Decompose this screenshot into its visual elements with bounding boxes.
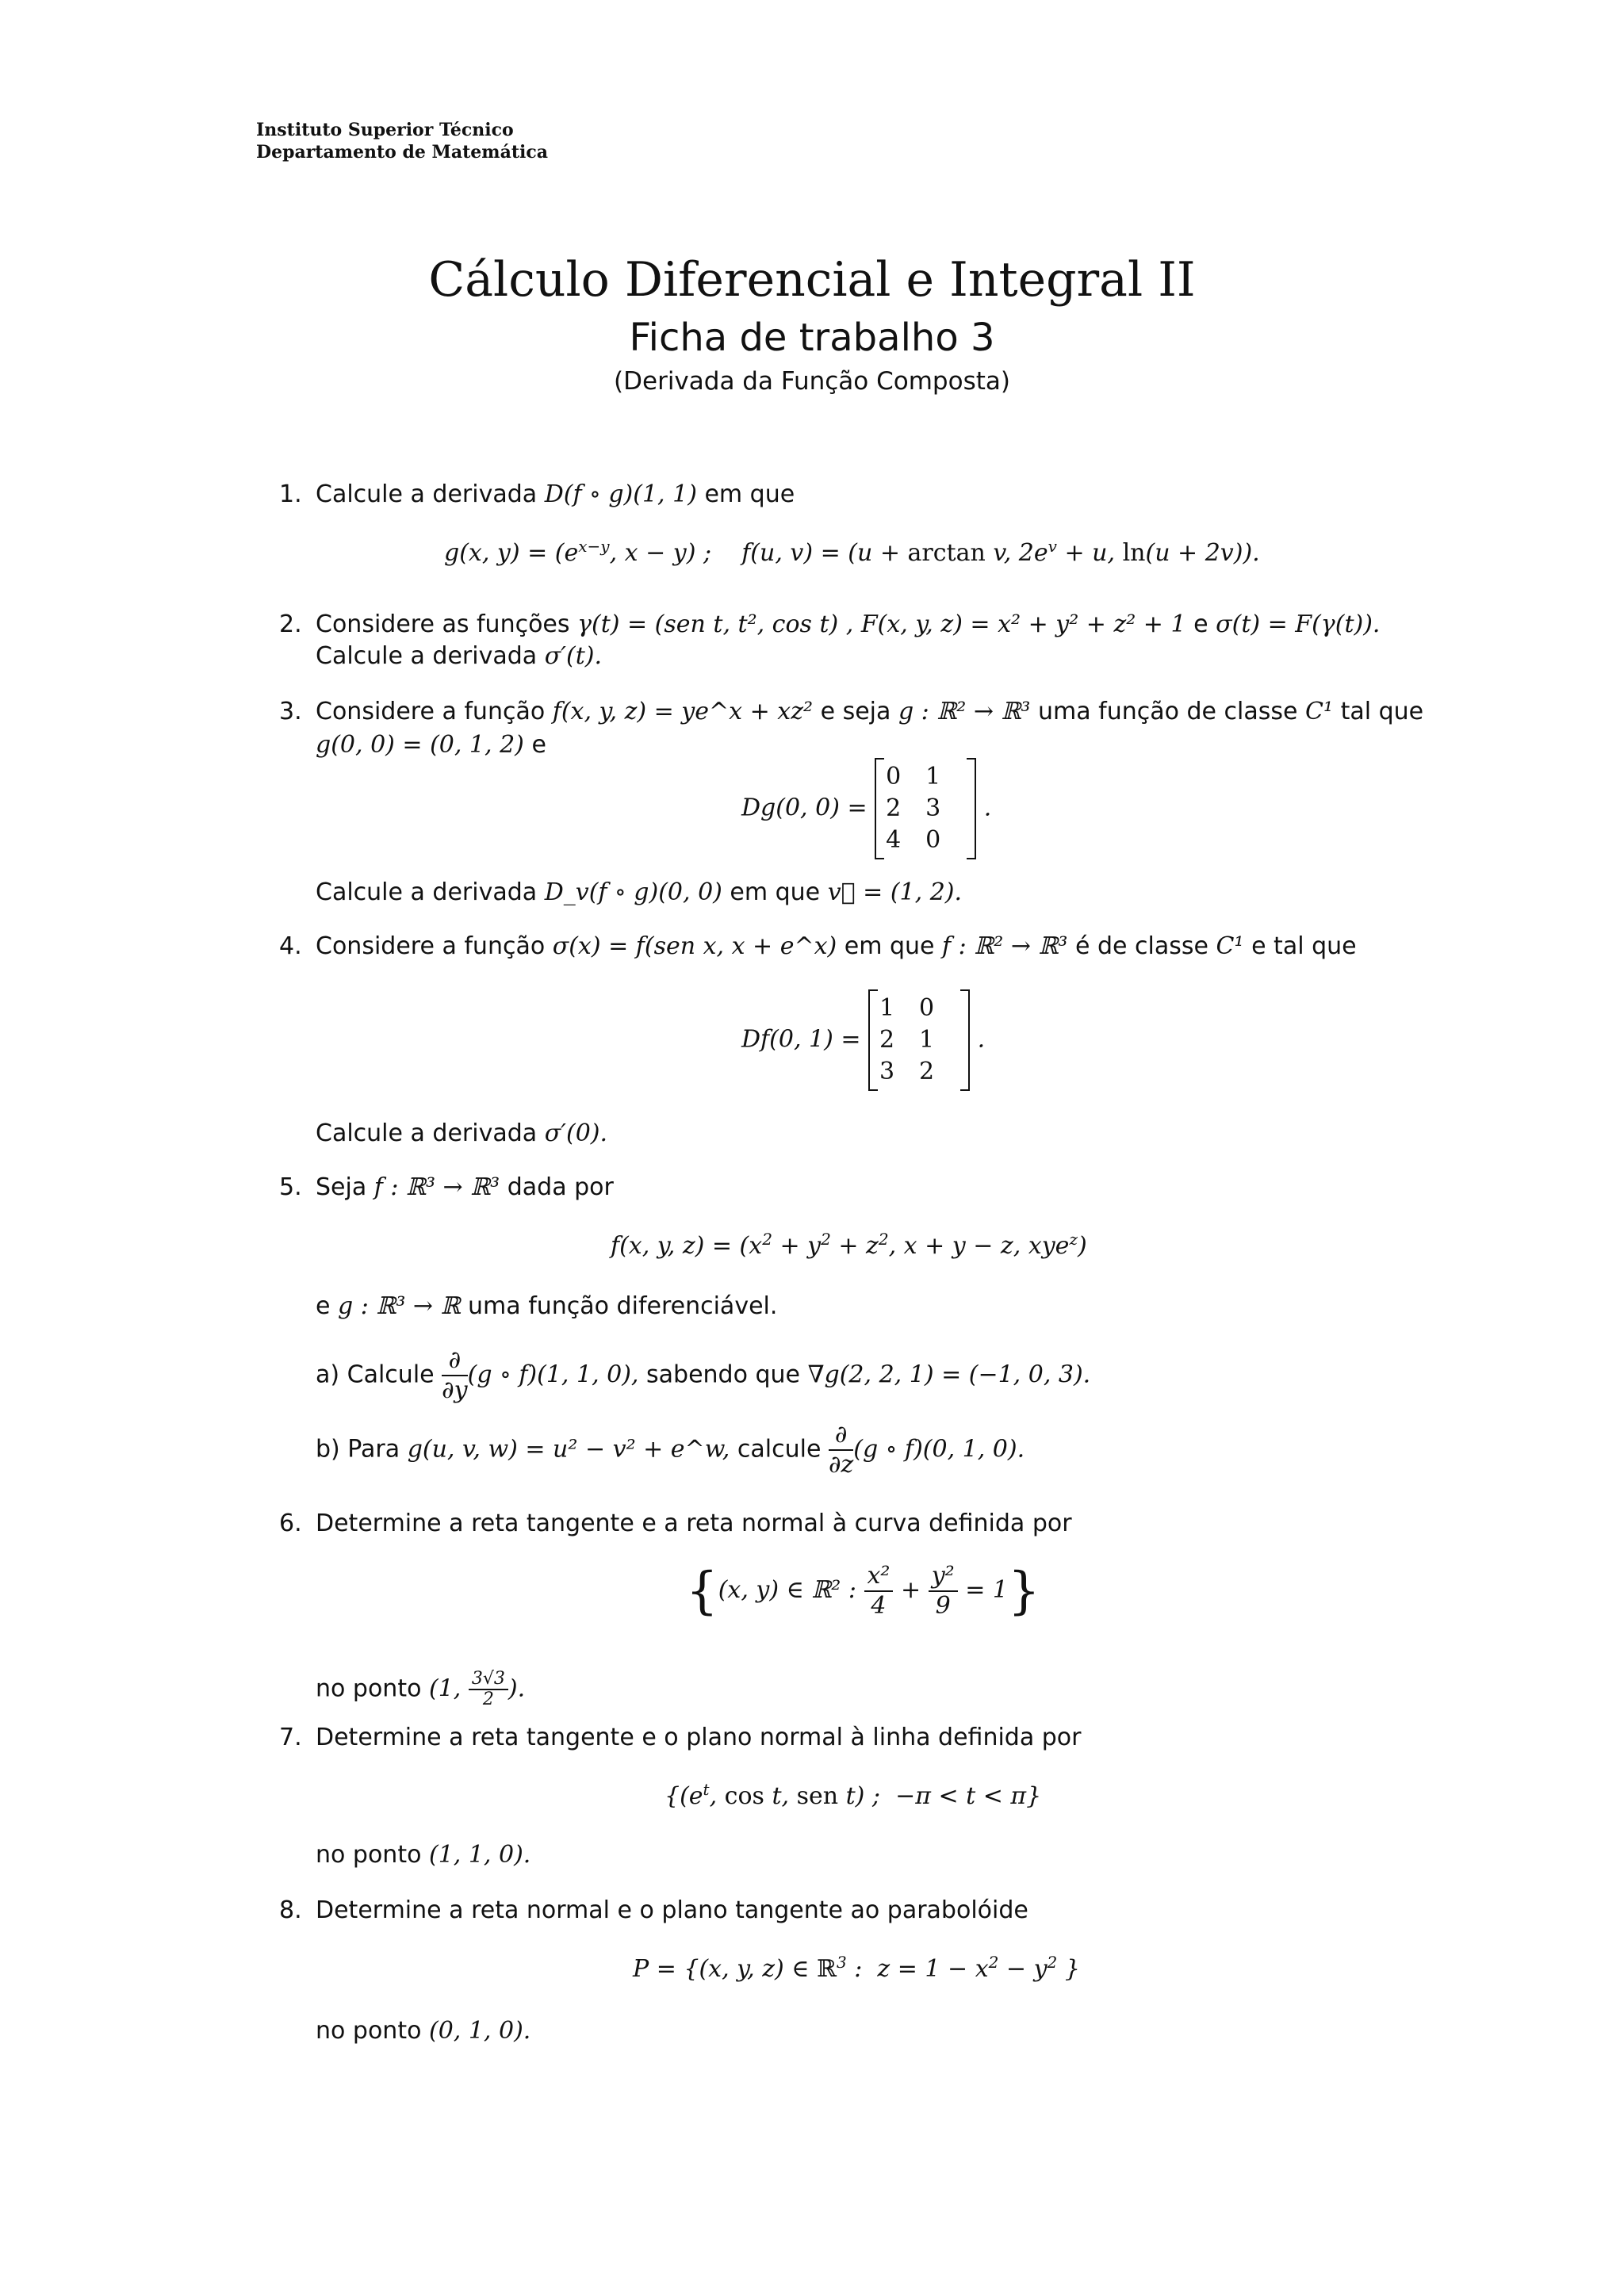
matrix-entry: 0 [886, 763, 902, 790]
matrix-entry: 2 [879, 1026, 895, 1054]
math-expression: D_v(f ∘ g)(0, 0) [544, 878, 722, 906]
matrix-entry: 4 [886, 826, 902, 854]
exercise-statement: Determine a reta tangente e o plano normal à linha definida por [316, 1724, 1082, 1751]
math-expression: ). [508, 1674, 526, 1703]
matrix-label: Dg(0, 0) = [741, 794, 868, 822]
exercise-statement [316, 1839, 530, 1871]
exercise-number: 5. [279, 1173, 302, 1201]
statement-text: e [531, 731, 546, 759]
exercise-statement [316, 641, 602, 672]
institution-name: Instituto Superior Técnico [256, 120, 514, 140]
math-expression: (0, 1, 0). [428, 2017, 531, 2045]
department-name: Departamento de Matemática [256, 142, 548, 163]
statement-text: Calcule [347, 1360, 435, 1389]
math-expression: C¹ [1305, 698, 1334, 725]
statement-text: em que [844, 932, 935, 960]
statement-text: dada por [507, 1173, 614, 1201]
fraction-numerator: y² [929, 1562, 958, 1592]
math-expression: (g ∘ f)(1, 1, 0), [467, 1360, 639, 1389]
exercise-statement [316, 931, 1357, 962]
fraction-numerator: ∂ [829, 1421, 853, 1451]
formula: {($e^t$, cos t, sen t) ; −π < t < π} [665, 1780, 1042, 1810]
operator: + [901, 1576, 921, 1604]
set-definition [686, 1562, 1040, 1621]
sheet-topic: (Derivada da Função Composta) [614, 367, 1010, 396]
statement-text: no ponto [316, 1841, 422, 1869]
matrix-label: Df(0, 1) = [741, 1025, 861, 1054]
math-expression: (x, y) ∈ ℝ² : [718, 1576, 856, 1604]
jacobian-matrix [868, 989, 970, 1091]
subquestion-label: b) [316, 1435, 340, 1464]
formula: g(x, $y) = (e^{x-y}$, x − y) ; f(u, v) = (u + arctan v, $2e^v + u$, ln(u + 2v)). [444, 537, 1260, 567]
subquestion-b [316, 1421, 1025, 1479]
punctuation: . [983, 794, 992, 822]
statement-text: Calcule a derivada [316, 642, 538, 670]
statement-text: Calcule a derivada [316, 1119, 538, 1147]
math-expression: C¹ [1216, 932, 1244, 960]
partial-derivative [829, 1421, 853, 1479]
fraction-denominator: 9 [935, 1592, 951, 1620]
jacobian-matrix [875, 758, 976, 859]
formula: f(x, y, $z) = (x^2 + y^2 + z^2$, x + y − z, xye$^z$) [611, 1230, 1087, 1260]
exercise-number: 7. [279, 1724, 302, 1751]
statement-text: Para [347, 1435, 400, 1464]
statement-text: uma função de classe [1038, 698, 1298, 725]
math-expression: g : ℝ³ → ℝ [338, 1292, 461, 1320]
matrix-entry: 1 [879, 994, 895, 1022]
math-expression: γ(t) = (sen t, t², cos t) , F(x, y, z) = x² + y² + z² + 1 [577, 610, 1186, 638]
statement-text: e tal que [1251, 932, 1357, 960]
math-expression: ∇g(2, 2, 1) = (−1, 0, 3). [807, 1360, 1091, 1389]
fraction-numerator: 3√3 [469, 1670, 508, 1690]
matrix-equation [741, 758, 991, 859]
statement-text: sabendo que [646, 1360, 801, 1389]
fraction-denominator: ∂y [442, 1376, 468, 1404]
math-expression: (1, [428, 1674, 462, 1703]
math-expression: σ′(0). [544, 1119, 608, 1147]
math-expression: g(u, v, w) = u² − v² + e^w, [407, 1435, 730, 1464]
exercise-statement [316, 2015, 530, 2047]
subquestion-a [316, 1346, 1090, 1405]
exercise-number: 3. [279, 698, 302, 725]
punctuation: . [977, 1025, 986, 1054]
matrix-entry: 3 [925, 794, 941, 822]
math-expression: f : ℝ³ → ℝ³ [373, 1173, 500, 1201]
statement-text: e [316, 1292, 331, 1320]
matrix-entry: 1 [919, 1026, 935, 1054]
statement-text: Considere a função [316, 932, 546, 960]
partial-derivative [442, 1346, 467, 1405]
exercise-number: 2. [279, 610, 302, 638]
exercise-statement [316, 479, 795, 511]
math-expression: (g ∘ f)(0, 1, 0). [853, 1435, 1025, 1464]
statement-text: calcule [737, 1435, 822, 1464]
fraction [864, 1562, 894, 1621]
formula: P = {(x, y, z) ∈ ℝ$^3$ : $z = 1 - x^2 - y^2$ } [633, 1953, 1080, 1983]
exercise-statement [316, 1670, 525, 1709]
fraction-denominator: 4 [871, 1592, 887, 1620]
matrix-entry: 0 [919, 994, 935, 1022]
math-expression: D(f ∘ g)(1, 1) [544, 480, 697, 508]
exercise-statement [316, 877, 962, 909]
math-expression: (1, 1, 0). [428, 1841, 531, 1869]
matrix-entry: 3 [879, 1058, 895, 1085]
matrix-entry: 2 [886, 794, 902, 822]
math-expression: σ(x) = f(sen x, x + e^x) [552, 932, 837, 960]
statement-text: Considere a função [316, 698, 546, 725]
exercise-number: 4. [279, 932, 302, 960]
statement-text: Considere as funções [316, 610, 570, 638]
statement-text: Seja [316, 1173, 367, 1201]
exercise-statement [316, 1118, 607, 1150]
statement-text: e [1193, 610, 1208, 638]
exercise-number: 1. [279, 480, 302, 508]
statement-text: tal que [1340, 698, 1424, 725]
math-expression: v⃗ = (1, 2). [827, 878, 963, 906]
exercise-statement [316, 696, 1423, 728]
exercise-statement: Determine a reta tangente e a reta normal à curva definida por [316, 1510, 1072, 1537]
course-title: Cálculo Diferencial e Integral II [428, 252, 1196, 308]
fraction [929, 1562, 958, 1621]
matrix-entry: 0 [925, 826, 941, 854]
exercise-number: 8. [279, 1896, 302, 1924]
matrix-equation [741, 989, 985, 1091]
matrix-entry: 1 [925, 763, 941, 790]
sheet-title: Ficha de trabalho 3 [629, 316, 995, 360]
exercise-statement [316, 1291, 777, 1322]
math-expression: σ(t) = F(γ(t)). [1216, 610, 1381, 638]
exercise-statement [316, 1172, 614, 1203]
brace: { [686, 1562, 718, 1621]
statement-text: é de classe [1075, 932, 1208, 960]
statement-text: Calcule a derivada [316, 480, 538, 508]
fraction-numerator: x² [864, 1562, 894, 1592]
statement-text: uma função diferenciável. [468, 1292, 778, 1320]
statement-text: no ponto [316, 1674, 422, 1703]
fraction [469, 1670, 508, 1709]
statement-text: em que [704, 480, 795, 508]
fraction-numerator: ∂ [442, 1346, 467, 1376]
math-expression: g(0, 0) = (0, 1, 2) [316, 731, 524, 759]
subquestion-label: a) [316, 1360, 340, 1389]
math-expression: σ′(t). [544, 642, 602, 670]
exercise-number: 6. [279, 1510, 302, 1537]
matrix-entry: 2 [919, 1058, 935, 1085]
math-expression: f : ℝ² → ℝ³ [942, 932, 1068, 960]
exercise-statement [316, 729, 546, 761]
statement-text: em que [730, 878, 821, 906]
math-expression: g : ℝ² → ℝ³ [898, 698, 1031, 725]
math-expression: = 1 [965, 1576, 1008, 1604]
fraction-denominator: ∂z [828, 1451, 854, 1479]
statement-text: no ponto [316, 2017, 422, 2045]
statement-text: Calcule a derivada [316, 878, 538, 906]
math-expression: f(x, y, z) = ye^x + xz² [552, 698, 814, 725]
exercise-statement: Determine a reta normal e o plano tangente ao parabolóide [316, 1896, 1028, 1924]
brace: } [1007, 1562, 1040, 1621]
fraction-denominator: 2 [482, 1689, 494, 1709]
statement-text: e seja [820, 698, 891, 725]
exercise-statement [316, 609, 1380, 641]
